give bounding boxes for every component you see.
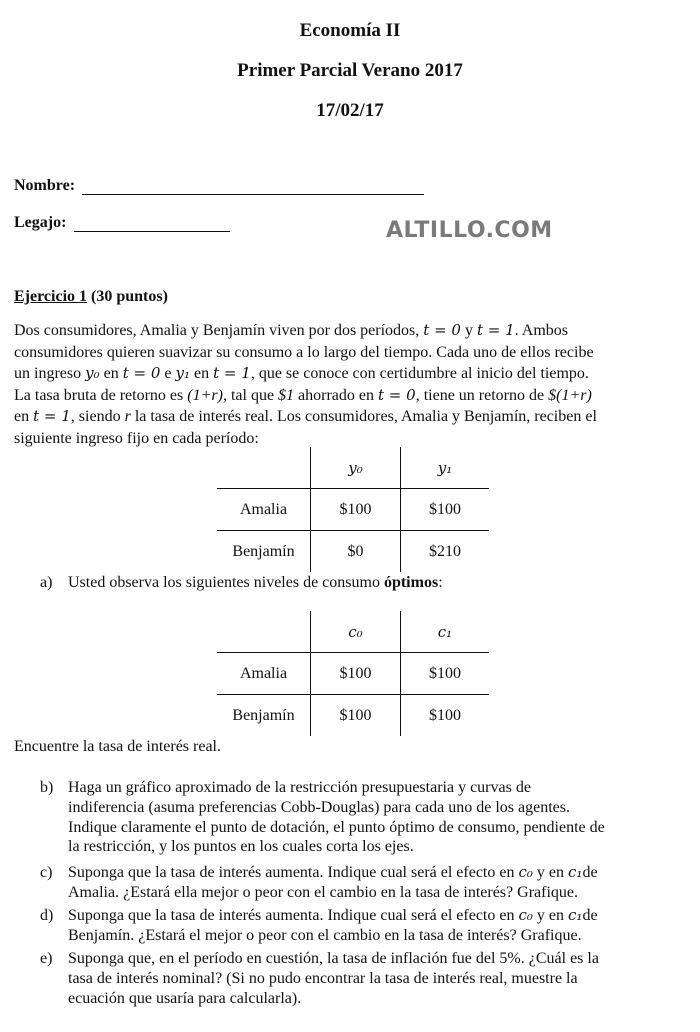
legajo-label: Legajo: bbox=[14, 214, 67, 231]
math: t = 1 bbox=[33, 407, 71, 425]
column-header: y₁ bbox=[401, 447, 490, 489]
item-text bbox=[68, 778, 605, 857]
table-row bbox=[217, 531, 489, 573]
table-cell: $100 bbox=[311, 489, 401, 531]
intro-line-6: siguiente ingreso fijo en cada período: bbox=[14, 429, 259, 447]
text: y en bbox=[532, 864, 569, 881]
text: Suponga que la tasa de interés aumenta. Indique cual será el efecto en bbox=[68, 907, 519, 924]
table-cell: $100 bbox=[401, 695, 490, 737]
name-line bbox=[82, 194, 424, 195]
text: y en bbox=[532, 907, 569, 924]
text: ahorrado en bbox=[294, 386, 379, 404]
math: t = 0 bbox=[423, 321, 461, 339]
column-header: y₀ bbox=[311, 447, 401, 489]
text: La tasa bruta de retorno es bbox=[14, 386, 188, 404]
exam-date: 17/02/17 bbox=[316, 100, 384, 121]
table-cell: $0 bbox=[311, 531, 401, 573]
italic-text: r bbox=[124, 408, 131, 425]
italic-text: (1+r) bbox=[187, 386, 223, 404]
table-cell: $100 bbox=[401, 653, 490, 695]
text: , siendo bbox=[70, 408, 125, 425]
table-row bbox=[217, 489, 489, 531]
table-cell: $210 bbox=[401, 531, 490, 573]
item-line: ecuación que usaría para calcularla). bbox=[68, 989, 302, 1007]
math: c₀ bbox=[518, 863, 533, 881]
item-a bbox=[14, 573, 690, 593]
item-letter: a) bbox=[40, 574, 53, 591]
math: t = 0 bbox=[122, 364, 161, 382]
math: t = 1 bbox=[213, 364, 251, 382]
consumption-table bbox=[217, 611, 489, 736]
text: de bbox=[582, 864, 598, 881]
item-line: indiferencia (asuma preferencias Cobb-Douglas) para cada uno de los agentes. bbox=[68, 798, 571, 816]
item-d bbox=[14, 906, 690, 946]
legajo-line bbox=[74, 231, 230, 232]
math: t = 1 bbox=[476, 321, 515, 339]
text: Suponga que la tasa de interés aumenta. Indique cual será el efecto en bbox=[68, 864, 519, 881]
row-label: Amalia bbox=[217, 489, 311, 531]
text: Usted observa los siguientes niveles de consumo bbox=[68, 574, 384, 591]
item-text bbox=[68, 906, 598, 946]
table-header-row bbox=[217, 447, 489, 489]
item-letter: e) bbox=[40, 950, 53, 967]
item-text bbox=[68, 949, 599, 1008]
row-label: Benjamín bbox=[232, 542, 295, 560]
text: de bbox=[582, 907, 598, 924]
italic-text: $1 bbox=[278, 386, 295, 404]
item-text bbox=[68, 863, 598, 903]
income-table bbox=[217, 447, 489, 572]
text: : bbox=[438, 574, 443, 591]
text: , tiene un retorno de bbox=[415, 386, 549, 404]
row-label: Benjamín bbox=[232, 706, 295, 724]
item-line: Benjamín. ¿Estará el mejor o peor con el cambio en la tasa de interés? Grafique. bbox=[68, 926, 582, 944]
exam-title: Primer Parcial Verano 2017 bbox=[237, 60, 463, 81]
exercise-heading bbox=[14, 288, 168, 306]
intro-line-4 bbox=[14, 385, 690, 407]
italic-text: $(1+r) bbox=[548, 386, 592, 404]
math: c₁ bbox=[568, 863, 583, 881]
item-line: Amalia. ¿Estará ella mejor o peor con el cambio en la tasa de interés? Grafique. bbox=[68, 883, 578, 901]
text: , que se conoce con certidumbre al inicio del tiempo. bbox=[250, 365, 589, 382]
table-corner bbox=[217, 447, 311, 489]
intro-line-2: consumidores quieren suavizar su consumo a lo largo del tiempo. Cada uno de ellos recibe bbox=[14, 343, 594, 361]
item-letter: d) bbox=[40, 907, 54, 924]
item-text bbox=[68, 573, 443, 593]
text: . Ambos bbox=[514, 322, 568, 339]
table-corner bbox=[217, 611, 311, 653]
column-header: c₁ bbox=[401, 611, 490, 653]
intro-paragraph bbox=[14, 320, 690, 449]
intro-line-3 bbox=[14, 363, 690, 385]
table-header-row bbox=[217, 611, 489, 653]
math: c₀ bbox=[518, 906, 533, 924]
watermark: ALTILLO.COM bbox=[386, 218, 553, 243]
math: y₀ bbox=[85, 364, 100, 382]
table-cell: $100 bbox=[311, 695, 401, 737]
table-row bbox=[217, 653, 489, 695]
table-cell: $100 bbox=[311, 653, 401, 695]
item-line: tasa de interés nominal? (Si no pudo encontrar la tasa de interés real, muestre la bbox=[68, 969, 578, 987]
item-line bbox=[68, 906, 598, 926]
item-c bbox=[14, 863, 690, 903]
item-line: la restricción, y los puntos en los cuales corta los ejes. bbox=[68, 838, 414, 856]
row-label: Amalia bbox=[217, 653, 311, 695]
intro-line-5 bbox=[14, 406, 690, 428]
item-e bbox=[14, 949, 690, 1009]
item-letter: b) bbox=[40, 779, 54, 796]
item-line bbox=[68, 863, 598, 883]
math: y₁ bbox=[175, 364, 191, 382]
item-letter: c) bbox=[40, 864, 53, 881]
text: en bbox=[14, 408, 34, 425]
exercise-points: (30 puntos) bbox=[91, 288, 168, 305]
math: c₁ bbox=[568, 906, 583, 924]
name-label: Nombre: bbox=[14, 177, 76, 194]
find-rate-text: Encuentre la tasa de interés real. bbox=[14, 738, 221, 755]
table-row bbox=[217, 695, 489, 737]
text: la tasa de interés real. Los consumidores, Amalia y Benjamín, reciben el bbox=[130, 408, 597, 425]
text: en bbox=[99, 365, 123, 382]
text: Dos consumidores, Amalia y Benjamín viven por dos períodos, bbox=[14, 322, 424, 339]
table-cell: $100 bbox=[401, 489, 490, 531]
item-line: Haga un gráfico aproximado de la restricción presupuestaria y curvas de bbox=[68, 779, 531, 796]
math: t = 0 bbox=[378, 385, 416, 404]
text: y bbox=[460, 322, 477, 339]
text: e bbox=[160, 365, 176, 382]
intro-line-1 bbox=[14, 320, 690, 342]
exercise-number: Ejercicio 1 bbox=[14, 288, 88, 305]
text: un ingreso bbox=[14, 365, 86, 382]
item-b bbox=[14, 778, 690, 858]
text: en bbox=[190, 365, 214, 382]
column-header: c₀ bbox=[311, 611, 401, 653]
course-title: Economía II bbox=[299, 20, 401, 41]
text: , tal que bbox=[222, 386, 279, 404]
bold-text: óptimos bbox=[383, 574, 439, 591]
item-line: Suponga que, en el período en cuestión, la tasa de inflación fue del 5%. ¿Cuál es la bbox=[68, 950, 599, 967]
item-line: Indique claramente el punto de dotación, el punto óptimo de consumo, pendiente de bbox=[68, 818, 605, 836]
